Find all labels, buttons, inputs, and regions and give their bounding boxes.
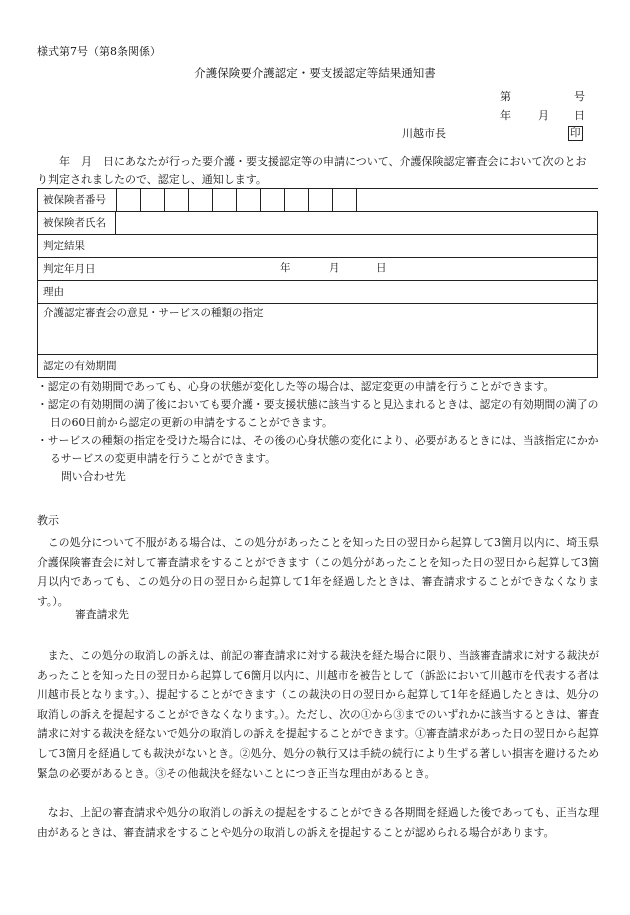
digit-box[interactable] bbox=[212, 189, 236, 211]
reason-label: 理由 bbox=[38, 281, 598, 304]
result-row bbox=[38, 235, 598, 258]
digit-box[interactable] bbox=[140, 189, 164, 211]
form-number: 様式第7号（第8条関係） bbox=[37, 45, 161, 58]
judgment-day-label: 日 bbox=[376, 262, 387, 274]
seal-mark: 印 bbox=[570, 127, 581, 139]
digit-box[interactable] bbox=[284, 189, 308, 211]
instruction-paragraph-3: なお、上記の審査請求や処分の取消しの訴えの提起をすることができる各期間を経過した後であっても、正当な理由があるときは、審査請求をすることや処分の取消しの訴えを提起することが認められる場合があります。 bbox=[37, 806, 599, 839]
digit-box[interactable] bbox=[116, 189, 140, 211]
issuer-name: 川越市長 bbox=[402, 127, 446, 140]
number-suffix: 号 bbox=[574, 90, 585, 103]
issue-month-label: 月 bbox=[538, 109, 549, 122]
digit-box[interactable] bbox=[332, 189, 357, 211]
judgment-date-label: 判定年月日 bbox=[43, 262, 96, 275]
note-item: ・サービスの種類の指定を受けた場合には、その後の心身状態の変化により、必要があるときには、当該指定にかかるサービスの変更申請を行うことができます。 bbox=[37, 434, 599, 465]
insured-number-row bbox=[38, 189, 598, 212]
result-table bbox=[37, 188, 598, 378]
issue-year-label: 年 bbox=[500, 109, 511, 122]
insured-name-label: 被保険者氏名 bbox=[38, 212, 116, 235]
digit-box[interactable] bbox=[308, 189, 332, 211]
note-item: ・認定の有効期間であっても、心身の状態が変化した等の場合は、認定変更の申請を行うことができます。 bbox=[37, 380, 555, 393]
insured-name-row bbox=[38, 212, 598, 235]
insured-number-field[interactable] bbox=[116, 189, 598, 212]
contact-label: 問い合わせ先 bbox=[61, 470, 126, 483]
instruction-paragraph-2: また、この処分の取消しの訴えは、前記の審査請求に対する裁決を経た場合に限り、当該審査請求に対する裁決があったことを知った日の翌日から起算して6箇月以内に、川越市を被告として（訴訟において川越市を代表する者は川越市長となります。）、提起することができます（この裁決の日の翌日から起算して1年を経過したときは、処分の取消しの訴えを提起することができなくなります。）。ただし、次の①から③までのいずれかに該当するときは、審査請求に対する裁決を経ないで処分の取消しの訴えを提起することができます。①審査請求があった日の翌日から起算して3箇月を経過しても裁決がないとき。②処分、処分の執行又は手続の続行により生ずる著しい損害を避けるため緊急の必要があるとき。③その他裁決を経ないことにつき正当な理由があるとき。 bbox=[37, 649, 599, 780]
judgment-month-label: 月 bbox=[329, 262, 340, 274]
digit-box[interactable] bbox=[260, 189, 284, 211]
result-label: 判定結果 bbox=[38, 235, 598, 258]
instruction-heading: 教示 bbox=[37, 514, 59, 527]
notes-list bbox=[37, 378, 602, 486]
judgment-date-cell bbox=[38, 258, 598, 281]
validity-row bbox=[38, 355, 598, 378]
judgment-date-row bbox=[38, 258, 598, 281]
opinion-row bbox=[38, 304, 598, 355]
note-item: ・認定の有効期間の満了後においても要介護・要支援状態に該当すると見込まれるときは、認定の有効期間の満了の日の60日前から認定の更新の申請をすることができます。 bbox=[37, 398, 599, 429]
digit-box[interactable] bbox=[164, 189, 188, 211]
instruction-paragraph-1: この処分について不服がある場合は、この処分があったことを知った日の翌日から起算して3箇月以内に、埼玉県介護保険審査会に対して審査請求をすることができます（この処分があったことを知った日の翌日から起算して3箇月以内であっても、この処分の日の翌日から起算して1年を経過したときは、審査請求することができなくなります。）。 bbox=[37, 536, 599, 608]
intro-text: 年 月 日にあなたが行った要介護・要支援認定等の申請について、介護保険認定審査会において次のとおり判定されましたので、認定し、通知します。 bbox=[37, 155, 587, 186]
insured-number-label: 被保険者番号 bbox=[38, 189, 116, 212]
review-request-label: 審査請求先 bbox=[75, 608, 129, 621]
digit-box[interactable] bbox=[236, 189, 260, 211]
digit-box[interactable] bbox=[188, 189, 212, 211]
insured-name-field[interactable] bbox=[116, 212, 598, 235]
number-label: 第 bbox=[500, 90, 511, 103]
validity-label: 認定の有効期間 bbox=[38, 355, 598, 378]
issue-day-label: 日 bbox=[574, 109, 585, 122]
document-title: 介護保険要介護認定・要支援認定等結果通知書 bbox=[194, 66, 436, 80]
judgment-year-label: 年 bbox=[280, 262, 291, 274]
opinion-label: 介護認定審査会の意見・サービスの種類の指定 bbox=[38, 304, 598, 355]
reason-row bbox=[38, 281, 598, 304]
